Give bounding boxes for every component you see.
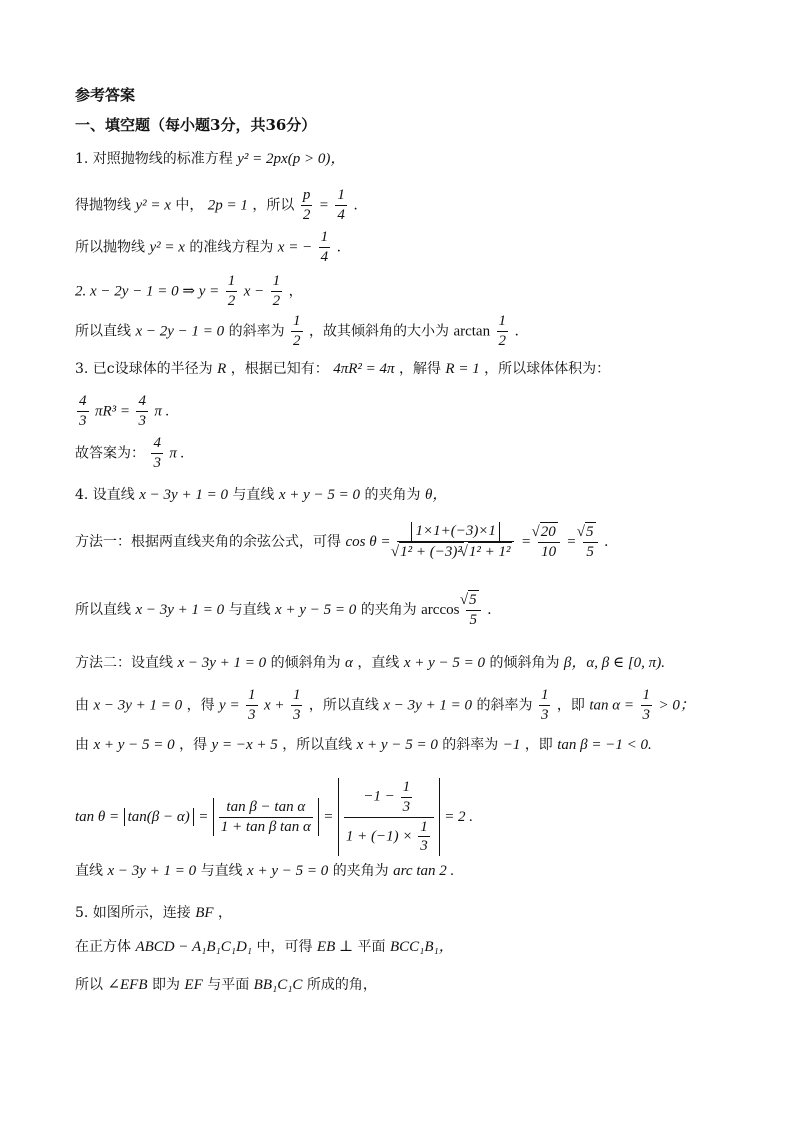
q1-equation: y² = 2px(p > 0)，: [237, 151, 346, 167]
math: β，α, β ∈ [0, π).: [563, 655, 665, 671]
text: 的夹角为: [364, 487, 421, 503]
fraction: −1 − $\frac{1}{3}$ 1 + (−1) × $\frac{1}{3}$: [344, 778, 434, 856]
section-fill-in-heading: 一、填空题（每小题3分，共36分）: [75, 116, 317, 134]
text: 与直线: [228, 601, 271, 618]
text: 中，: [175, 197, 204, 214]
equals: =: [198, 809, 209, 825]
math: EB ⊥: [316, 939, 354, 955]
q1-line2: [75, 186, 358, 225]
q3-line3: [75, 434, 184, 473]
fraction: √ $\frac{5}{5}$: [583, 522, 598, 562]
fraction: $\frac{1}{2}$: [227, 273, 236, 309]
fraction: √ $\frac{5}{5}$: [466, 590, 481, 630]
text: 方法一：根据两直线夹角的余弦公式，可得: [75, 533, 341, 550]
punct: .: [353, 197, 358, 214]
fraction: $\frac{1}{4}$: [337, 187, 345, 223]
punct: ，: [288, 283, 303, 300]
text: 的夹角为: [332, 863, 389, 879]
math: x + y − 5 = 0: [403, 655, 486, 671]
text: ，解得: [398, 361, 441, 377]
punct: .: [336, 239, 342, 256]
answer-title: 参考答案: [75, 86, 136, 104]
text: ，所以球体体积为：: [484, 361, 611, 377]
math: 2p = 1: [207, 197, 248, 214]
text: 即为: [151, 977, 180, 993]
math: cos θ =: [345, 533, 391, 550]
text: 故答案为：: [75, 445, 145, 462]
math: y = −x + 5: [211, 737, 278, 753]
text: ，得: [186, 697, 215, 714]
text: 直线: [75, 863, 103, 879]
q3-line2: [75, 392, 169, 431]
punct: ，: [218, 905, 233, 921]
q4-method2-line2: [75, 686, 695, 725]
math: arccos: [421, 601, 460, 618]
q5-line3: [75, 976, 377, 994]
text: ，根据已知有：: [230, 361, 329, 377]
math: arctan: [453, 323, 491, 340]
math: α: [345, 655, 353, 671]
text: ，所以直线: [308, 697, 379, 714]
math: R = 1: [445, 361, 480, 377]
math: tan θ =: [75, 809, 120, 825]
math: x − 3y + 1 = 0: [107, 863, 197, 879]
fraction: $\frac{1}{3}$: [540, 687, 549, 723]
equals: =: [318, 197, 329, 214]
math: 4πR² = 4π: [333, 361, 395, 377]
math: −1: [502, 737, 521, 753]
text: 方法二：设直线: [75, 655, 173, 671]
text: ，所以直线: [282, 737, 353, 753]
q4-tan-equation: [75, 778, 473, 856]
fraction: $\frac{4}{3}$: [138, 393, 146, 429]
abs-value: tan(β − α): [124, 808, 194, 826]
q5-line2: [75, 938, 454, 956]
fraction: $\frac{1}{2}$: [498, 313, 507, 349]
fraction: √ $\frac{20}{10}$: [538, 522, 560, 562]
text: 的倾斜角为: [489, 655, 560, 671]
text: 中，可得: [256, 939, 313, 955]
text: 的倾斜角为: [270, 655, 341, 671]
math: πR³ =: [94, 403, 130, 420]
math: BF: [195, 905, 214, 921]
text: 所以抛物线: [75, 239, 145, 256]
q4-method2: [75, 654, 665, 672]
fraction: $\frac{p}{2}$: [302, 187, 311, 223]
text: 与直线: [200, 863, 243, 879]
fraction: $\frac{1}{2}$: [272, 273, 281, 309]
q4-final: [75, 862, 454, 880]
math: π .: [169, 445, 185, 462]
q4-line1: [75, 486, 447, 504]
text: ，所以: [252, 197, 295, 214]
text: 得抛物线: [75, 197, 131, 214]
math: y =: [219, 697, 240, 714]
text: 4. 设直线: [75, 487, 135, 503]
math: BCC₁B₁，: [390, 939, 454, 955]
text: ，得: [179, 737, 208, 753]
text: ，直线: [357, 655, 400, 671]
equals: =: [566, 533, 577, 550]
q1-line3: [75, 228, 341, 267]
math: x − 3y + 1 = 0: [383, 697, 473, 714]
abs-value: [213, 798, 319, 837]
fraction: 1×1+(−3)×1 √ 1² + (−3)² √ 1² + 1²: [397, 522, 515, 562]
math: R: [217, 361, 227, 377]
text: 所以直线: [75, 601, 131, 618]
math: ABCD − A₁B₁C₁D₁: [135, 939, 252, 955]
math: x = −: [277, 239, 313, 256]
math: tan α =: [589, 697, 635, 714]
math: BB₁C₁C: [253, 977, 303, 993]
math: 2. x − 2y − 1 = 0 ⇒ y =: [75, 283, 220, 300]
math: x + y − 5 = 0: [275, 601, 357, 618]
punct: .: [603, 533, 609, 550]
math: x −: [243, 283, 265, 300]
punct: .: [487, 601, 492, 618]
math: y² = x: [135, 197, 171, 214]
equals: =: [520, 533, 532, 550]
text: 5. 如图所示，连接: [75, 905, 191, 921]
fraction: $\frac{4}{3}$: [79, 393, 87, 429]
text: 在正方体: [75, 939, 131, 955]
math: x + y − 5 = 0: [247, 863, 329, 879]
fraction: $\frac{1}{2}$: [293, 313, 301, 349]
text: 与直线: [232, 487, 275, 503]
fraction: $\frac{\text{tan β − tan α}}{\text{1 + tan β tan α}}$: [220, 798, 311, 835]
math: x − 3y + 1 = 0: [135, 601, 225, 618]
fraction: $\frac{1}{3}$: [248, 687, 256, 723]
q2-line2: [75, 312, 519, 351]
text: 平面: [357, 939, 386, 955]
text: ，即: [556, 697, 585, 714]
math: arc tan 2 .: [393, 863, 455, 879]
text: 由: [75, 697, 89, 714]
math: = 2 .: [444, 809, 474, 825]
math: x + y − 5 = 0: [356, 737, 438, 753]
punct: .: [514, 323, 519, 340]
text: ，即: [524, 737, 553, 753]
text: 由: [75, 737, 89, 753]
text: ，故其倾斜角的大小为: [309, 323, 449, 340]
text: 的夹角为: [360, 601, 417, 618]
math: x + y − 5 = 0: [93, 737, 175, 753]
q2-line1: [75, 272, 303, 311]
text: 的斜率为: [228, 323, 285, 340]
text: 与平面: [207, 977, 250, 993]
abs-value: [338, 778, 440, 856]
math: > 0；: [658, 697, 695, 714]
text: 的准线方程为: [189, 239, 274, 256]
q3-line1: [75, 360, 610, 378]
fraction: $\frac{4}{3}$: [153, 435, 161, 471]
math: tan β = −1 < 0.: [557, 737, 652, 753]
q4-method1-result: [75, 590, 492, 630]
math: ∠EFB: [107, 977, 148, 993]
q5-line1: [75, 904, 232, 922]
math: x − 3y + 1 = 0: [139, 487, 228, 503]
text: 所以: [75, 977, 103, 993]
math: EF: [184, 977, 203, 993]
text: 所以直线: [75, 323, 131, 340]
math: y² = x: [149, 239, 185, 256]
q4-method1: [75, 522, 608, 562]
q1-line1: [75, 150, 345, 168]
fraction: $\frac{1}{3}$: [292, 687, 301, 723]
math: x − 3y + 1 = 0: [93, 697, 183, 714]
math: θ，: [424, 487, 448, 503]
math: x +: [263, 697, 285, 714]
math: π .: [154, 403, 170, 420]
math: x + y − 5 = 0: [278, 487, 361, 503]
math: x − 3y + 1 = 0: [177, 655, 267, 671]
fraction: $\frac{1}{3}$: [642, 687, 650, 723]
text: 3. 已c设球体的半径为: [75, 361, 213, 377]
fraction: $\frac{1}{4}$: [320, 229, 329, 265]
q1-text: 1. 对照抛物线的标准方程: [75, 151, 233, 167]
math: x − 2y − 1 = 0: [135, 323, 225, 340]
text: 的斜率为: [476, 697, 533, 714]
text: 所成的角，: [306, 977, 377, 993]
equals: =: [323, 809, 334, 825]
text: 的斜率为: [442, 737, 499, 753]
q4-method2-line3: [75, 736, 652, 754]
